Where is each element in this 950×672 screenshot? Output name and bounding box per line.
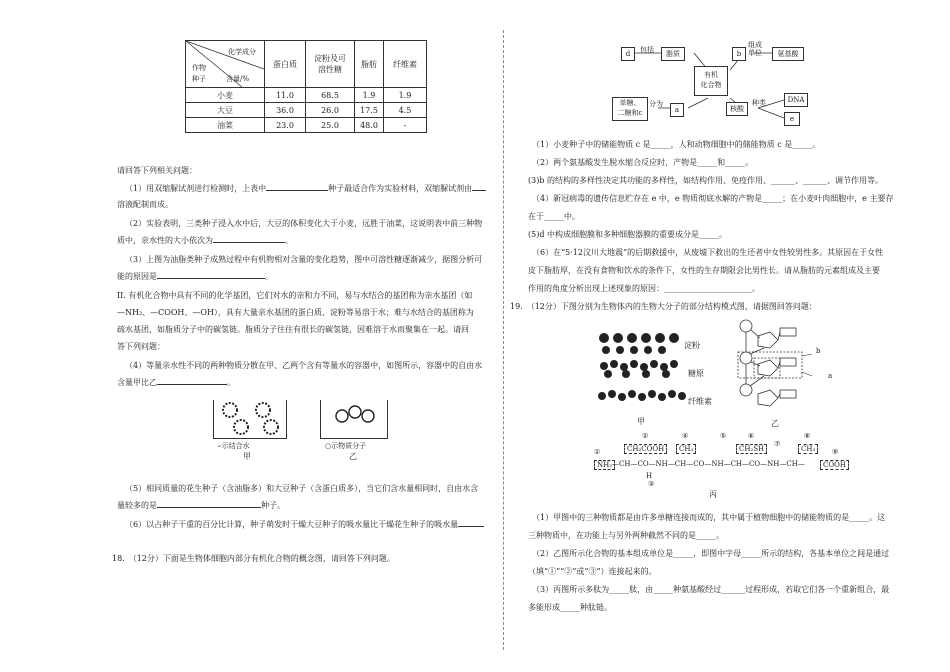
- q1-line2: 溶液配制而成。: [117, 200, 173, 209]
- edge-composed: 组成 单位: [748, 41, 762, 57]
- corner-unit: 含量/%: [226, 75, 250, 83]
- nucleotide-chain-figure: [736, 318, 826, 413]
- label-fig-jia: 甲: [637, 417, 645, 426]
- q2-line1: （2）实验表明，三类种子浸入水中后，大豆的体积变化大于小麦，远胜于油菜，这说明表中前三种物: [125, 219, 483, 228]
- legend-yi: ○示物质分子: [325, 442, 367, 450]
- node-a: a: [670, 103, 684, 117]
- s-q2-line1: （2）乙图所示化合物的基本组成单位是_____，即图中字母_____所示的结构，各基本单位之间是通过: [532, 549, 890, 558]
- edge-types: 种类: [752, 99, 766, 107]
- peptide-figure: ① ② ④ ⑤ ⑥ ⑦ ⑧ ⑨ CH₂COOH CH₃ CH₂SH CH₃ NH₂ —CH—CO—NH—CH—CO—NH—CH—CO—NH—CH— COOH H ③: [594, 432, 846, 492]
- col-fiber: 纤维素: [384, 41, 427, 88]
- table-row: 大豆 36.0 26.0 17.5 4.5: [186, 103, 427, 118]
- s-q2-line2: （填“①”“②”或“③”）连接起来的。: [528, 567, 657, 576]
- r-q4-line1: （4）新冠病毒的遗传信息贮存在 e 中，e 物质彻底水解的产物是_____；在小麦叶肉细胞中，e 主要存: [532, 194, 894, 203]
- label-a: a: [828, 372, 833, 380]
- q18-heading: 18. （12分）下面是生物体细胞内部分有机化合物的概念图，请回答下列问题。: [112, 554, 395, 563]
- s-q1-line2: 三种物质中，在功能上与另外两种截然不同的是_____。: [528, 531, 724, 540]
- table-row: 油菜 23.0 25.0 48.0 -: [186, 118, 427, 133]
- node-amino-acid: 氨基酸: [772, 47, 804, 61]
- col-protein: 蛋白质: [265, 41, 306, 88]
- part2-line2: —NH₂、—COOH、—OH），具有大量亲水基团的蛋白质、淀粉等易溶于水；难与水结合的基团称为: [117, 308, 474, 317]
- r-q2: （2）两个氨基酸发生脱水缩合反应时，产物是_____和_____。: [532, 158, 754, 167]
- node-organic-compound: 有机 化合物: [694, 66, 728, 96]
- r-q3: (3)b 的结构的多样性决定其功能的多样性，如结构作用、免疫作用、______、______、调节作用等。: [528, 176, 883, 185]
- label-yi: 乙: [349, 452, 357, 461]
- legend-jia: ⌣示结合水: [217, 442, 250, 450]
- part2-line4: 答下列问题：: [117, 342, 165, 351]
- q5-line1: （5）相同质量的花生种子（含油脂多）和大豆种子（含蛋白质多），当它们含水量相同时，自由水含: [125, 484, 479, 493]
- intro-text: 请回答下列相关问题：: [117, 166, 197, 175]
- label-jia: 甲: [243, 452, 251, 461]
- label-fig-bing: 丙: [709, 490, 717, 499]
- r-q6-line1: （6）在“5·12汶川大地震”的后期救援中，从废墟下救出的生还者中女性较男性多。其原因在于女性: [532, 248, 884, 257]
- part2-line3: 疏水基团，如脂质分子中的碳氢链。脂质分子往往有很长的碳氢链，因难溶于水而聚集在一起。请回: [117, 325, 469, 334]
- q1-line1: （1）用双缩脲试剂进行检测时，上表中 种子最适合作为实验材料，双缩脲试剂由: [125, 183, 486, 194]
- label-cellulose: 纤维素: [688, 397, 712, 406]
- q5-line2: 量较多的是 种子。: [117, 501, 285, 510]
- polysaccharide-figure: [596, 330, 686, 410]
- r-q1: （1）小麦种子中的储能物质 c 是_____，人和动物细胞中的储能物质 c 是_____。: [532, 140, 821, 149]
- label-glycogen: 糖原: [688, 369, 704, 378]
- s-q1-line1: （1）甲图中的三种物质都是由许多单糖连接而成的，其中属于植物细胞中的储能物质的是_____。这: [532, 513, 886, 522]
- q6-line1: （6）以占种子干重的百分比计算，种子萌发时干燥大豆种子的吸水量比干燥花生种子的吸水量: [125, 519, 484, 530]
- table-corner-header: [186, 41, 265, 88]
- node-e: e: [784, 112, 800, 126]
- q4-line1: （4）等量亲水性不同的两种物质分散在甲、乙两个含有等量水的容器中，如图所示，容器中的自由水: [125, 361, 483, 370]
- q3-line1: （3）上图为油脂类种子成熟过程中有机物相对含量的变化趋势，图中可溶性糖逐渐减少，据图分析可: [125, 255, 483, 264]
- label-starch: 淀粉: [684, 341, 700, 350]
- node-sugars: 单糖、 二糖和c: [612, 97, 648, 121]
- r-q6-line3: 作用的角度分析出现上述现象的原因：______________________。: [528, 284, 760, 293]
- col-starch: 淀粉及可 溶性糖: [306, 41, 355, 88]
- corner-chem: 化学成分: [228, 48, 256, 56]
- node-d: d: [621, 47, 635, 61]
- r-q4-line2: 在于_____中。: [528, 212, 580, 221]
- corner-crop: 作物: [192, 64, 206, 72]
- label-fig-yi: 乙: [771, 419, 779, 428]
- edge-divided: 分为: [649, 100, 663, 108]
- q3-line2: 能的原因是 。: [117, 272, 273, 281]
- composition-table: [185, 40, 427, 133]
- corner-seed: 种子: [192, 75, 206, 83]
- node-b: b: [732, 47, 746, 61]
- q2-line2: 质中，亲水性的大小依次为 。: [117, 236, 293, 245]
- edge-include: 包括: [640, 46, 654, 54]
- node-nucleic-acid: 核酸: [726, 102, 748, 116]
- substance-molecules: [320, 398, 390, 438]
- part2-line1: II. 有机化合物中具有不同的化学基团，它们对水的亲和力不同，易与水结合的基团称为亲水基团（如: [117, 291, 473, 300]
- r-q6-line2: 皮下脂肪厚，在没有食物和饮水的条件下，女性的生存期限会比男性长。请从脂肪的元素组成及主要: [528, 266, 880, 275]
- s-q3-line2: 多能形成_____种肽链。: [528, 603, 612, 612]
- q4-line2: 含量甲比乙 。: [117, 378, 235, 387]
- label-b: b: [816, 347, 821, 355]
- node-lipid: 脂质: [661, 47, 685, 61]
- col-fat: 脂肪: [355, 41, 384, 88]
- node-dna: DNA: [784, 93, 808, 107]
- s-q3-line1: （3）丙图所示多肽为_____肽，由_____种氨基酸经过______过程形成，若取它们各一个重新组合，最: [532, 585, 890, 594]
- table-row: 小麦 11.0 68.5 1.9 1.9: [186, 88, 427, 103]
- r-q5: (5)d 中构成细胞膜和多种细胞器膜的重要成分是_____。: [528, 230, 727, 239]
- column-divider: [503, 30, 504, 650]
- q19-heading: 19. （12分）下图分别为生物体内的生物大分子的部分结构模式图，请据图回答问题：: [510, 302, 817, 311]
- bound-water-molecules: [213, 398, 293, 438]
